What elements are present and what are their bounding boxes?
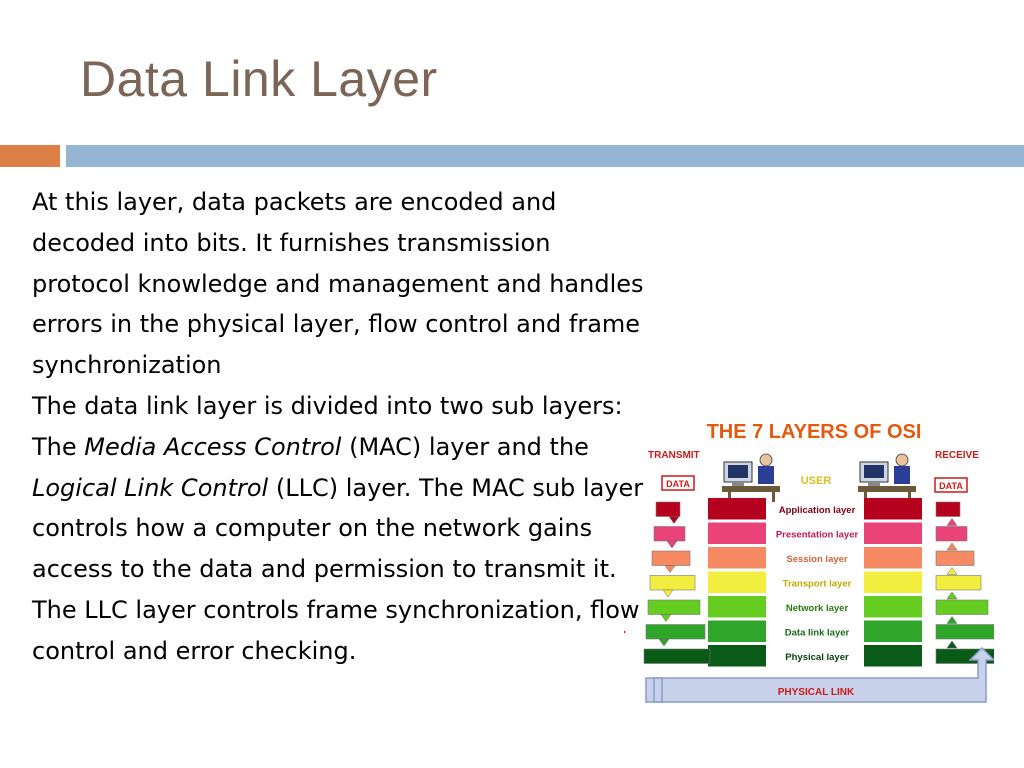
receive-step [936, 625, 994, 640]
layer-label: Application layer [778, 505, 856, 516]
slide-body [32, 182, 652, 672]
layer-block-right [864, 547, 922, 569]
slide-title: Data Link Layer [80, 51, 438, 107]
layer-label: Session layer [786, 554, 848, 565]
mac-term: Media Access Control [84, 432, 342, 461]
down-arrow-icon [659, 639, 669, 646]
osi-diagram-svg [624, 408, 994, 708]
p2-text-1: The data link layer is divided into two sub layers: The [32, 391, 623, 461]
accent-bar-blue [66, 145, 1024, 167]
physical-link-label: PHYSICAL LINK [777, 687, 855, 698]
layer-block-right [864, 498, 922, 520]
down-arrow-icon [663, 590, 673, 597]
layer-label: Data link layer [784, 627, 850, 639]
layer-label: Transport layer [782, 578, 852, 590]
receive-step [936, 502, 960, 517]
p2-text-2: (MAC) layer and the [341, 432, 589, 461]
layer-block-right [864, 572, 922, 594]
layer-block-right [864, 621, 922, 643]
data-label-left: DATA [666, 479, 690, 489]
up-arrow-icon [947, 519, 957, 526]
user-label: USER [800, 475, 832, 487]
transmit-step [648, 600, 700, 615]
layer-block-right [864, 645, 922, 667]
transmit-step [646, 625, 705, 640]
layer-block-right [864, 523, 922, 545]
layer-label: Physical layer [785, 652, 849, 663]
layer-block-right [864, 596, 922, 618]
osi-layer-stack [644, 498, 994, 667]
layer-block-left [708, 596, 766, 618]
receive-step [936, 600, 988, 615]
layer-block-left [708, 523, 766, 545]
transmit-step [656, 502, 680, 517]
transmit-label: TRANSMIT [648, 450, 700, 461]
up-arrow-icon [947, 568, 957, 575]
transmit-step [644, 649, 710, 664]
up-arrow-icon [947, 543, 957, 550]
transmit-step [654, 527, 685, 542]
computer-user-icon-right [858, 454, 916, 502]
down-arrow-icon [667, 541, 677, 548]
layer-block-left [708, 645, 766, 667]
computer-user-icon-left [722, 454, 780, 502]
paragraph-2 [32, 386, 652, 672]
up-arrow-icon [947, 641, 957, 648]
down-arrow-icon [665, 566, 675, 573]
receive-step [936, 576, 981, 591]
layer-block-left [708, 547, 766, 569]
transmit-step [650, 576, 695, 591]
up-arrow-icon [947, 592, 957, 599]
layer-block-left [708, 498, 766, 520]
down-arrow-icon [661, 615, 671, 622]
down-arrow-icon [669, 517, 679, 524]
layer-block-left [708, 572, 766, 594]
p2-text-3: (LLC) layer. The MAC sub layer controls how a computer on the network gains access to the data and permission to transmit it. The LLC layer controls frame synchronization, flow control and error checking. [32, 473, 644, 665]
accent-bar-orange [0, 145, 60, 167]
receive-label: RECEIVE [935, 450, 979, 461]
up-arrow-icon [947, 617, 957, 624]
highlight-arrow [624, 624, 626, 640]
layer-block-left [708, 621, 766, 643]
osi-title: THE 7 LAYERS OF OSI [706, 421, 922, 443]
receive-step [936, 527, 967, 542]
layer-label: Presentation layer [775, 529, 859, 541]
llc-term: Logical Link Control [32, 473, 269, 502]
paragraph-1: At this layer, data packets are encoded and decoded into bits. It furnishes transmission protocol knowledge and management and handles errors in the physical layer, flow control and frame synchronization [32, 188, 644, 380]
data-label-right: DATA [939, 481, 963, 491]
osi-diagram [624, 408, 994, 713]
transmit-step [652, 551, 690, 566]
layer-label: Network layer [785, 603, 849, 614]
receive-step [936, 551, 974, 566]
physical-link-left-riser [654, 678, 662, 702]
